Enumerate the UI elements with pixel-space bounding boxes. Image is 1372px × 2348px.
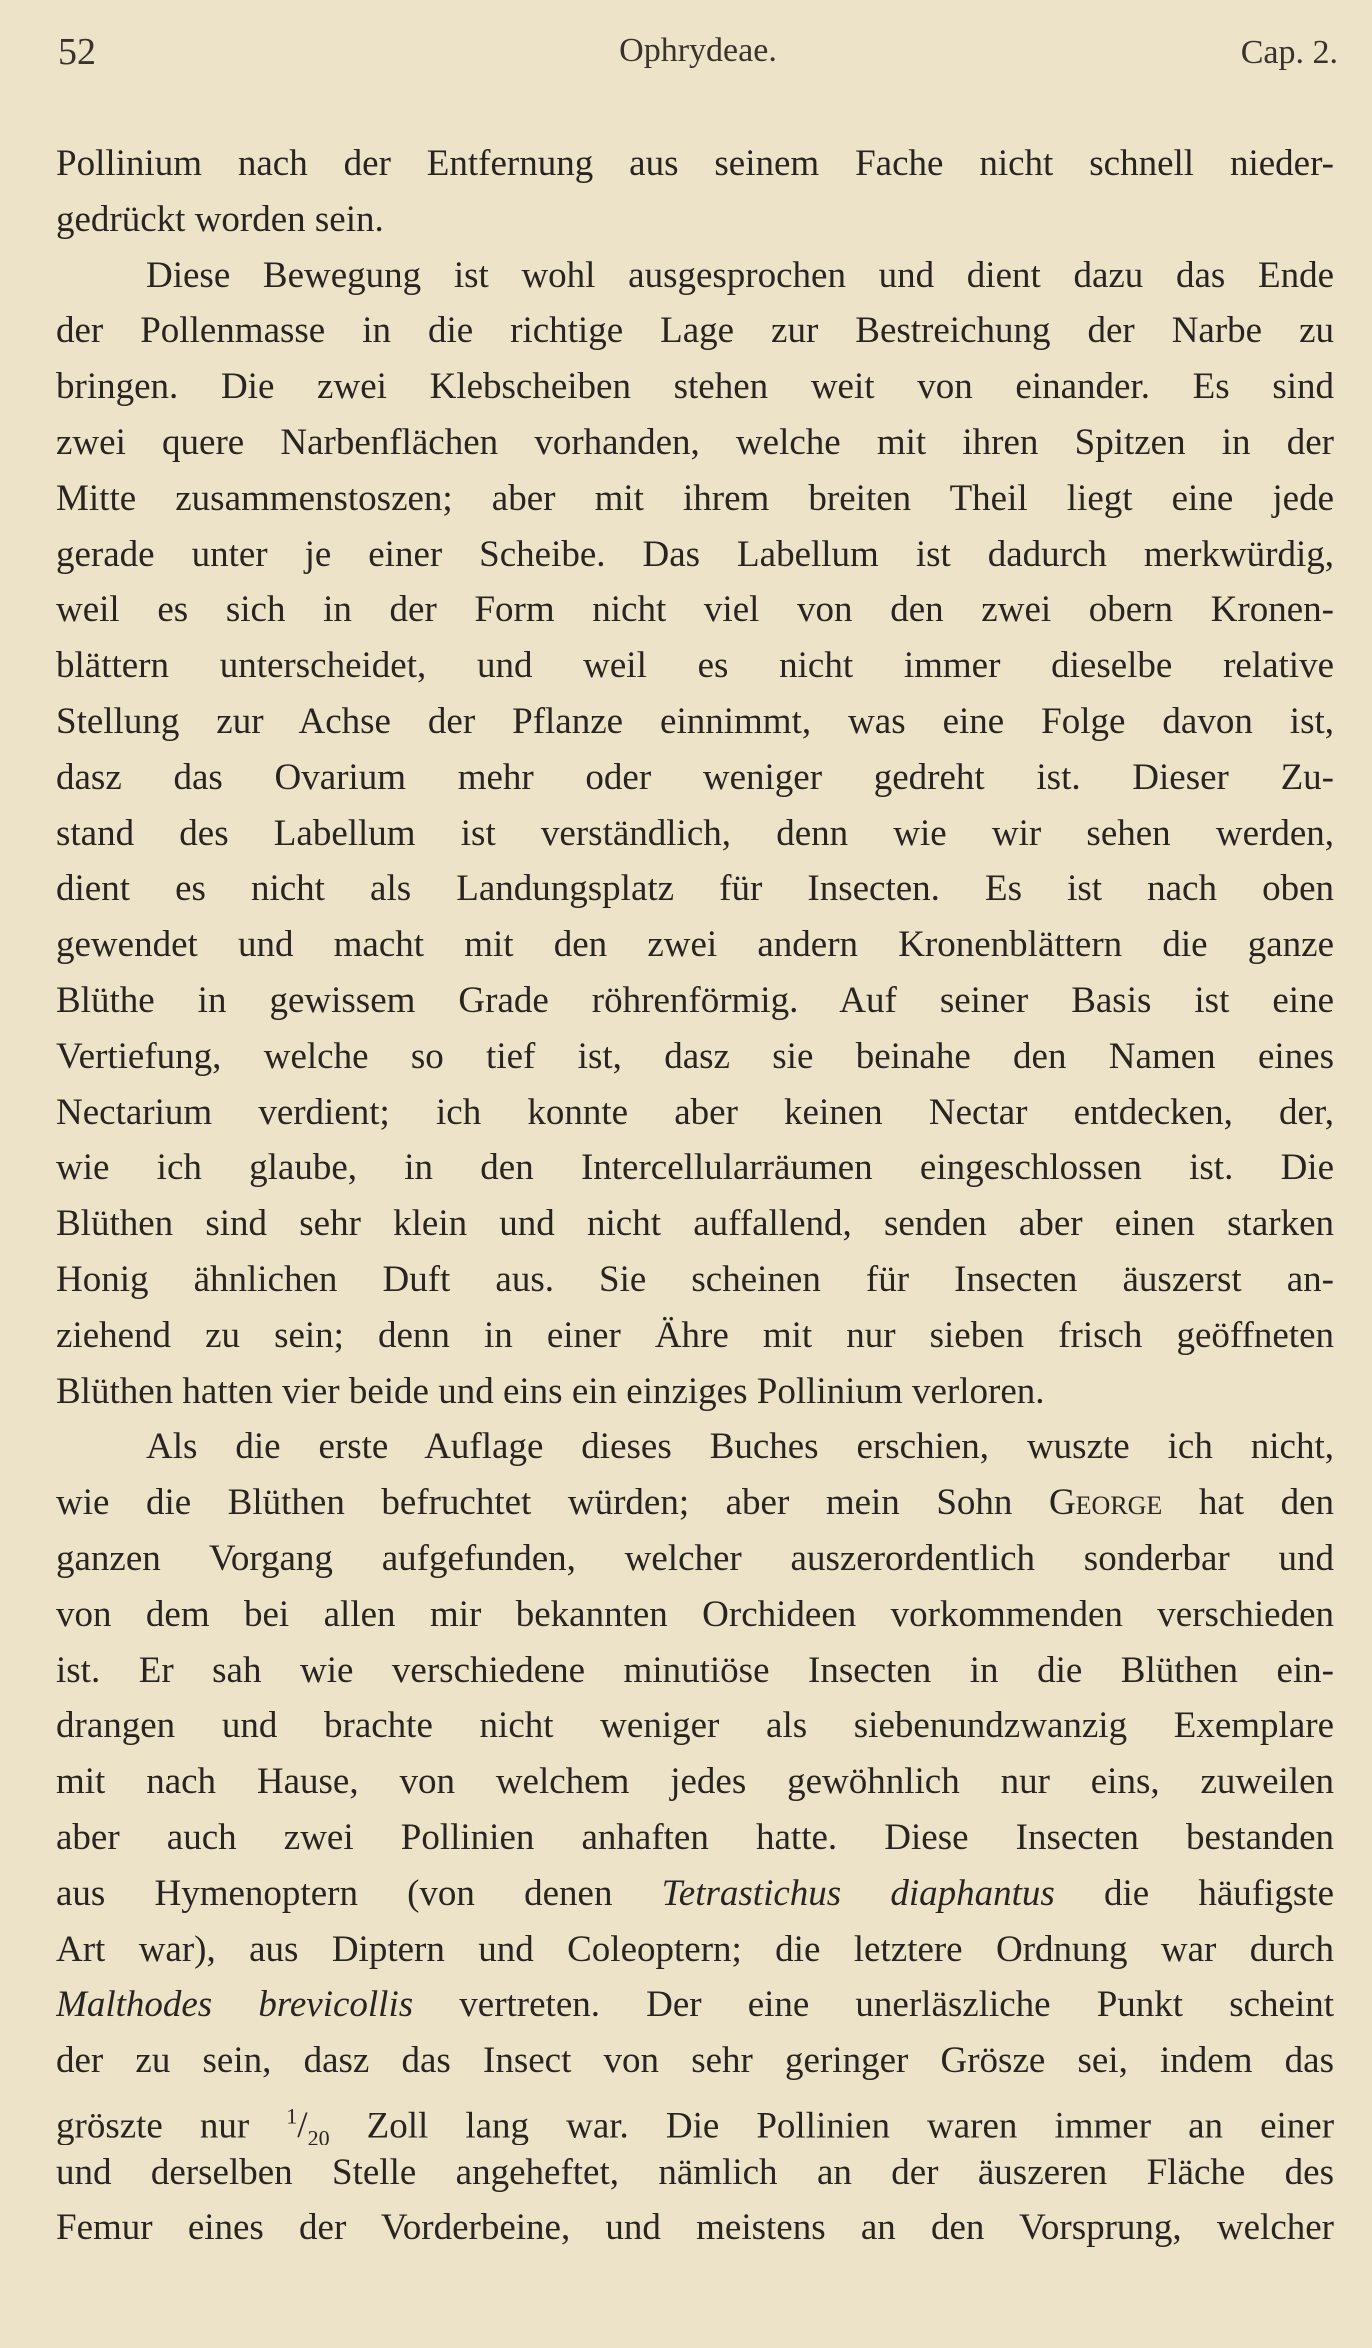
body-text: [56, 136, 1334, 2256]
text-line: wie ich glaube, in den Intercellularräumen eingeschlossen ist. Die: [56, 1147, 1334, 1189]
text-line: und derselben Stelle angeheftet, nämlich an der äuszeren Fläche des: [56, 2151, 1334, 2193]
species-name: Tetrastichus diaphantus: [661, 1872, 1055, 1914]
text-segment: vertreten. Der eine unerläszliche Punkt scheint: [459, 1984, 1334, 2026]
text-line: Vertiefung, welche so tief ist, dasz sie beinahe den Namen eines: [56, 1035, 1334, 1077]
text-line: Nectarium verdient; ich konnte aber keinen Nectar entdecken, der,: [56, 1091, 1334, 1133]
text-line: Mitte zusammenstoszen; aber mit ihrem breiten Theil liegt eine jede: [56, 477, 1334, 519]
text-line: der Pollenmasse in die richtige Lage zur Bestreichung der Narbe zu: [56, 310, 1334, 352]
text-segment: hat den: [1198, 1482, 1334, 1524]
text-line: drangen und brachte nicht weniger als siebenundzwanzig Exemplare: [56, 1705, 1334, 1747]
text-line: ziehend zu sein; denn in einer Ähre mit nur sieben frisch geöffneten: [56, 1314, 1334, 1356]
text-line: zwei quere Narbenflächen vorhanden, welche mit ihren Spitzen in der: [56, 421, 1334, 463]
text-segment: wie die Blüthen befruchtet würden; aber mein Sohn: [56, 1482, 1013, 1524]
text-line: Art war), aus Diptern und Coleoptern; die letztere Ordnung war durch: [56, 1928, 1334, 1970]
text-line: Pollinium nach der Entfernung aus seinem Fache nicht schnell nieder-: [56, 143, 1334, 184]
person-name: George: [1048, 1482, 1163, 1524]
text-line-with-species: [56, 1866, 1334, 1922]
text-line: gerade unter je einer Scheibe. Das Labellum ist dadurch merkwürdig,: [56, 533, 1334, 575]
text-line: der zu sein, dasz das Insect von sehr geringer Grösze sei, indem das: [56, 2040, 1334, 2082]
fraction-numerator: 1: [286, 2103, 298, 2129]
text-line: von dem bei allen mir bekannten Orchideen vorkommenden verschieden: [56, 1593, 1334, 1635]
text-line: Femur eines der Vorderbeine, und meistens an den Vorsprung, welcher: [56, 2207, 1334, 2249]
text-line: ist. Er sah wie verschiedene minutiöse Insecten in die Blüthen ein-: [56, 1649, 1334, 1691]
text-line: dasz das Ovarium mehr oder weniger gedreht ist. Dieser Zu-: [56, 756, 1334, 798]
text-segment: gröszte nur: [56, 2105, 250, 2145]
text-segment: die häufigste: [1104, 1872, 1334, 1914]
text-segment: Zoll lang war. Die Pollinien waren immer an einer: [366, 2105, 1334, 2145]
text-line: Honig ähnlichen Duft aus. Sie scheinen für Insecten äuszerst an-: [56, 1258, 1334, 1300]
text-line-with-name: [56, 1475, 1334, 1531]
text-line: bringen. Die zwei Klebscheiben stehen weit von einander. Es sind: [56, 366, 1334, 408]
text-line: ganzen Vorgang aufgefunden, welcher auszerordentlich sonderbar und: [56, 1537, 1334, 1579]
text-line: Blüthe in gewissem Grade röhrenförmig. Auf seiner Basis ist eine: [56, 979, 1334, 1021]
text-line: Blüthen hatten vier beide und eins ein einziges Pollinium verloren.: [56, 1370, 1045, 1412]
text-line: blättern unterscheidet, und weil es nicht immer dieselbe relative: [56, 645, 1334, 687]
text-line: Blüthen sind sehr klein und nicht auffallend, senden aber einen starken: [56, 1203, 1334, 1245]
text-line: stand des Labellum ist verständlich, denn wie wir sehen werden,: [56, 812, 1334, 854]
species-name: Malthodes brevicollis: [56, 1984, 414, 2026]
chapter-label: Cap. 2.: [1240, 34, 1338, 71]
text-line: gewendet und macht mit den zwei andern Kronenblättern die ganze: [56, 924, 1334, 966]
text-line-with-species: [56, 1977, 1334, 2033]
fraction-denominator: 20: [307, 2125, 330, 2145]
text-line: Als die erste Auflage dieses Buches erschien, wuszte ich nicht,: [146, 1426, 1334, 1468]
fraction: $^1/_{20}$: [286, 2105, 329, 2144]
text-line: gedrückt worden sein.: [56, 198, 384, 240]
running-head: [58, 30, 1338, 90]
text-segment: aus Hymenoptern (von denen: [56, 1872, 613, 1914]
text-line-with-fraction: [56, 2089, 1334, 2145]
text-line: Stellung zur Achse der Pflanze einnimmt, was eine Folge davon ist,: [56, 700, 1334, 742]
text-line: aber auch zwei Pollinien anhaften hatte. Diese Insecten bestanden: [56, 1816, 1334, 1858]
text-line: Diese Bewegung ist wohl ausgesprochen und dient dazu das Ende: [146, 254, 1334, 296]
text-line: weil es sich in der Form nicht viel von den zwei obern Kronen-: [56, 589, 1334, 631]
running-title: Ophrydeae.: [619, 32, 777, 69]
text-line: dient es nicht als Landungsplatz für Insecten. Es ist nach oben: [56, 868, 1334, 910]
page-number: 52: [58, 31, 96, 73]
text-line: mit nach Hause, von welchem jedes gewöhnlich nur eins, zuweilen: [56, 1761, 1334, 1803]
